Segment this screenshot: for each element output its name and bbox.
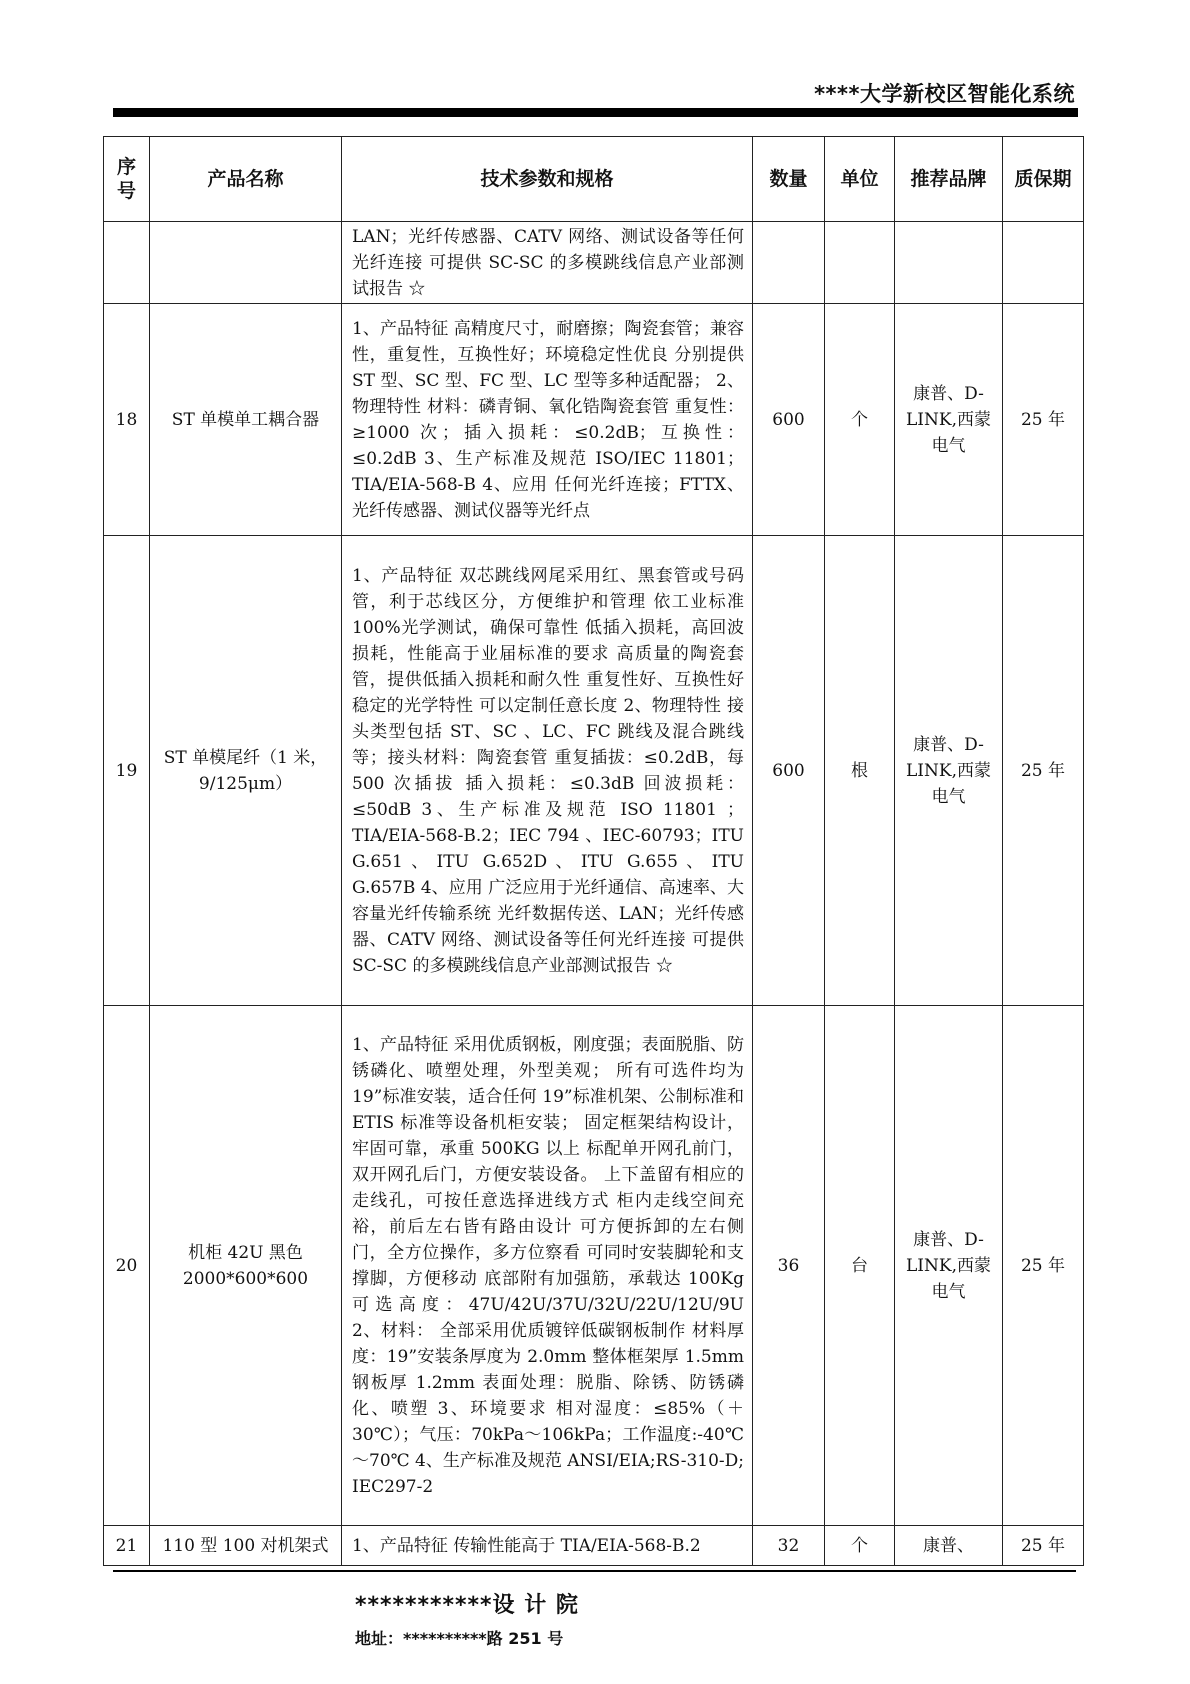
header-unit: 单位 — [825, 137, 895, 222]
row-unit: 个 — [825, 304, 895, 536]
footer-institute: ***********设 计 院 — [355, 1593, 579, 1618]
row-warranty: 25 年 — [1003, 1006, 1084, 1526]
header-name: 产品名称 — [150, 137, 342, 222]
header-qty: 数量 — [753, 137, 825, 222]
row-name: 机柜 42U 黑色 2000*600*600 — [150, 1006, 342, 1526]
row-brand: 康普、D-LINK,西蒙电气 — [895, 1006, 1003, 1526]
row-spec: 1、产品特征 传输性能高于 TIA/EIA-568-B.2 — [342, 1526, 753, 1566]
row-spec: 1、产品特征 双芯跳线网尾采用红、黑套管或号码管，利于芯线区分，方便维护和管理 依工业标准 100%光学测试，确保可靠性 低插入损耗，高回波损耗，性能高于业届标准的要求 高质量的陶瓷套管，提供低插入损耗和耐久性 重复性好、互换性好 稳定的光学特性 可以定制任意长度 2、物理特性 接头类型包括 ST、SC 、LC、FC 跳线及混合跳线等；接头材料：陶瓷套管 重复插拔：≤0.2dB，每 500 次插拔 插入损耗：≤0.3dB 回波损耗：≤50dB 3、生产标准及规范 ISO 11801 ；TIA/EIA-568-B.2；IEC 794 、IEC-60793；ITU G.651、ITU G.652D、ITU G.655、ITU G.657B 4、应用 广泛应用于光纤通信、高速率、大容量光纤传输系统 光纤数据传送、LAN；光纤传感器、CATV 网络、测试设备等任何光纤连接 可提供 SC-SC 的多模跳线信息产业部测试报告 ☆ — [342, 536, 753, 1006]
row-name: ST 单模单工耦合器 — [150, 304, 342, 536]
row-spec: 1、产品特征 采用优质钢板，刚度强；表面脱脂、防锈磷化、喷塑处理，外型美观； 所有可选件均为 19”标准安装，适合任何 19”标准机架、公制标准和 ETIS 标准等设备机柜安装； 固定框架结构设计，牢固可靠，承重 500KG 以上 标配单开网孔前门，双开网孔后门，方便安装设备。 上下盖留有相应的走线孔，可按任意选择进线方式 柜内走线空间充裕，前后左右皆有路由设计 可方便拆卸的左右侧门，全方位操作，多方位察看 可同时安装脚轮和支撑脚，方便移动 底部附有加强筋，承载达 100Kg 可选高度：47U/42U/37U/32U/22U/12U/9U 2、材料： 全部采用优质镀锌低碳钢板制作 材料厚度：19”安装条厚度为 2.0mm 整体框架厚 1.5mm 钢板厚 1.2mm 表面处理：脱脂、除锈、防锈磷化、喷塑 3、环境要求 相对湿度：≤85%（＋30℃）；气压：70kPa～106kPa；工作温度:-40℃～70℃ 4、生产标准及规范 ANSI/EIA;RS-310-D; IEC297-2 — [342, 1006, 753, 1526]
row-brand: 康普、D-LINK,西蒙电气 — [895, 304, 1003, 536]
row-brand: 康普、D-LINK,西蒙电气 — [895, 536, 1003, 1006]
row-name: ST 单模尾纤（1 米，9/125μm） — [150, 536, 342, 1006]
row-index: 21 — [104, 1526, 150, 1566]
table-row — [104, 536, 1084, 1006]
row-spec: 1、产品特征 高精度尺寸，耐磨擦；陶瓷套管；兼容性，重复性，互换性好；环境稳定性优良 分别提供 ST 型、SC 型、FC 型、LC 型等多种适配器； 2、物理特性 材料：磷青铜、氧化锆陶瓷套管 重复性：≥1000 次；插入损耗：≤0.2dB；互换性：≤0.2dB 3、生产标准及规范 ISO/IEC 11801；TIA/EIA-568-B 4、应用 任何光纤连接；FTTX、光纤传感器、测试仪器等光纤点 — [342, 304, 753, 536]
table-header-row — [104, 137, 1084, 222]
header-warranty: 质保期 — [1003, 137, 1084, 222]
footer-rule — [113, 1570, 1076, 1572]
row-warranty: 25 年 — [1003, 304, 1084, 536]
row-qty: 36 — [753, 1006, 825, 1526]
row-qty: 600 — [753, 304, 825, 536]
row-index: 19 — [104, 536, 150, 1006]
row-brand: 康普、 — [895, 1526, 1003, 1566]
row-unit: 台 — [825, 1006, 895, 1526]
footer-address: 地址：**********路 251 号 — [355, 1629, 564, 1648]
row-unit: 根 — [825, 536, 895, 1006]
row-qty: 32 — [753, 1526, 825, 1566]
row-warranty: 25 年 — [1003, 536, 1084, 1006]
page-header-title: ****大学新校区智能化系统 — [814, 82, 1075, 106]
header-rule — [113, 108, 1078, 117]
row-warranty: 25 年 — [1003, 1526, 1084, 1566]
table-row — [104, 1006, 1084, 1526]
table-row — [104, 304, 1084, 536]
continuation-spec: LAN；光纤传感器、CATV 网络、测试设备等任何光纤连接 可提供 SC-SC 的多模跳线信息产业部测试报告 ☆ — [342, 222, 753, 304]
table-row-continuation — [104, 222, 1084, 304]
table-row — [104, 1526, 1084, 1566]
row-index: 20 — [104, 1006, 150, 1526]
header-brand: 推荐品牌 — [895, 137, 1003, 222]
row-name: 110 型 100 对机架式 — [150, 1526, 342, 1566]
header-index: 序 号 — [104, 137, 150, 222]
header-spec: 技术参数和规格 — [342, 137, 753, 222]
row-unit: 个 — [825, 1526, 895, 1566]
spec-table — [103, 136, 1084, 1566]
row-index: 18 — [104, 304, 150, 536]
row-qty: 600 — [753, 536, 825, 1006]
